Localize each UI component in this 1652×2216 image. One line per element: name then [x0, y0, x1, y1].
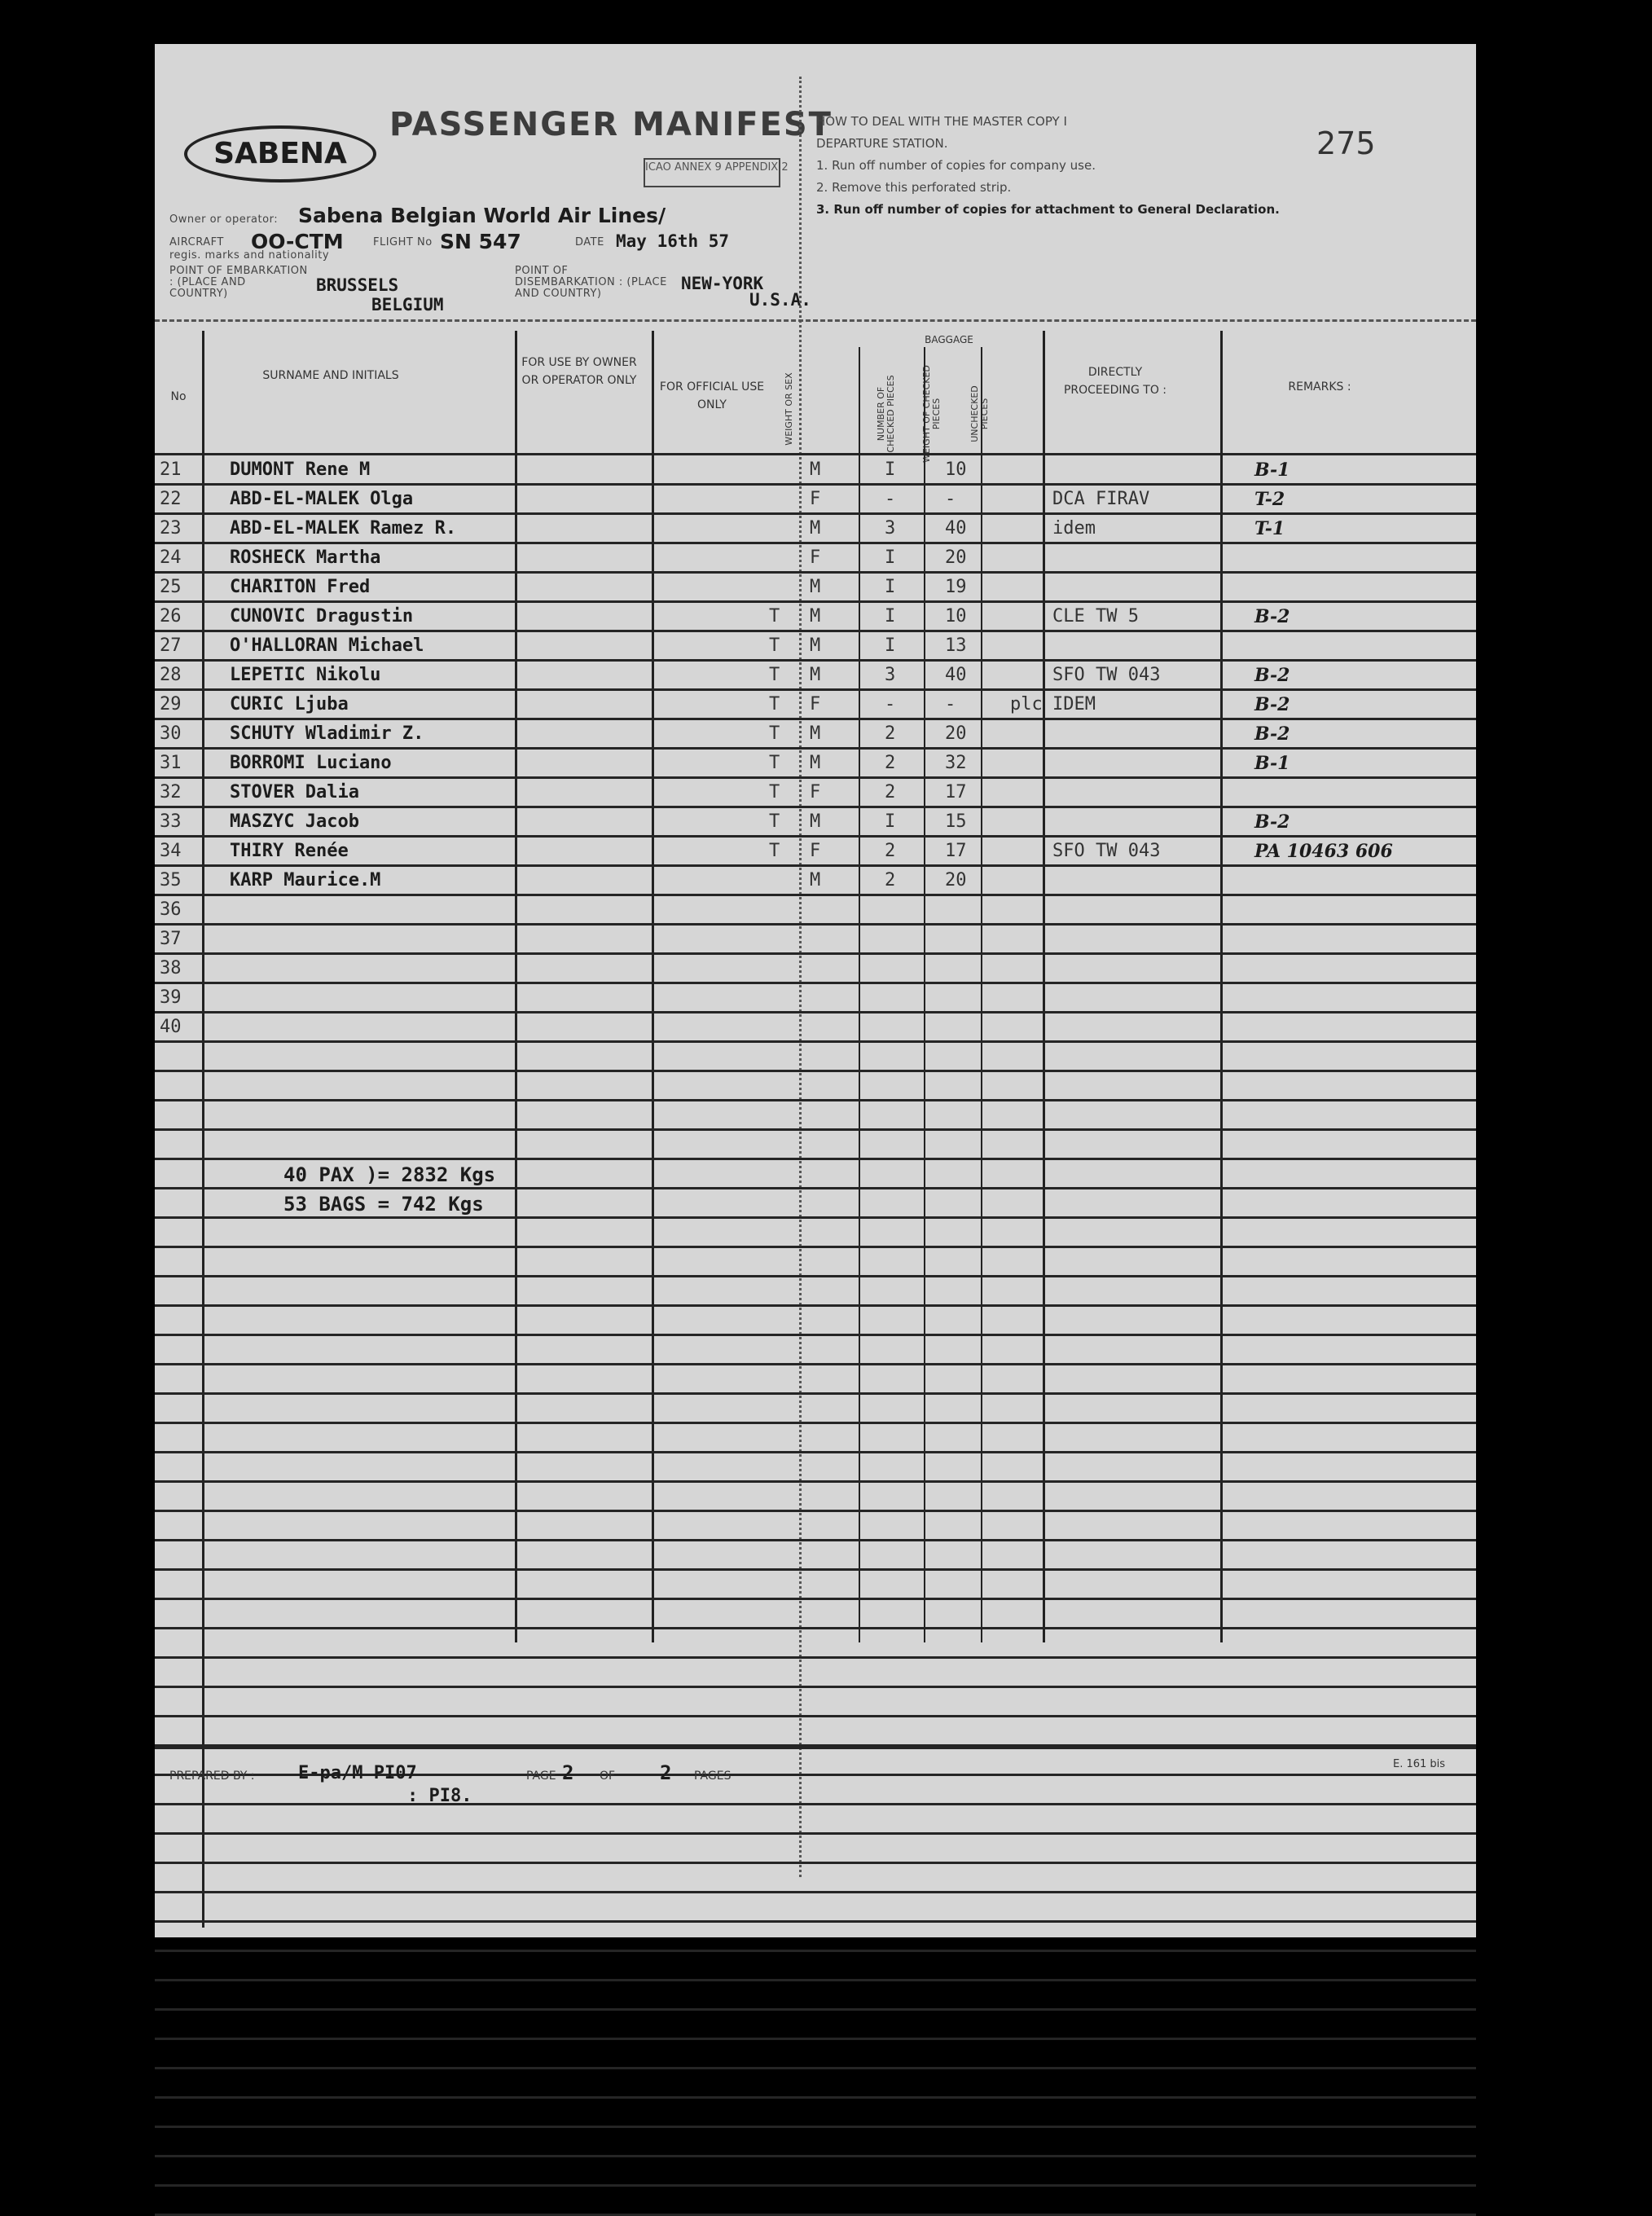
- cell-name: CURIC Ljuba: [230, 694, 349, 714]
- cell-no: 33: [160, 811, 182, 832]
- cell-wt: 10: [945, 606, 967, 627]
- embark-label: POINT OF EMBARKATION : (PLACE AND COUNTRY): [169, 265, 308, 300]
- cell-no: 32: [160, 782, 182, 802]
- instruction-line: 2. Remove this perforated strip.: [816, 180, 1012, 195]
- col-header-surname: SURNAME AND INITIALS: [262, 369, 399, 382]
- table-row: [155, 867, 1476, 896]
- table-row: [155, 486, 1476, 515]
- cell-no: 25: [160, 577, 182, 597]
- table-row: [155, 515, 1476, 544]
- cell-dest: IDEM: [1052, 694, 1096, 714]
- blank-row-rule: [155, 1216, 1476, 1219]
- cell-no: 22: [160, 489, 182, 509]
- row-rule: [155, 1040, 1476, 1043]
- blank-row-rule: [155, 2184, 1476, 2187]
- cell-pcs: I: [885, 459, 896, 480]
- cell-wt: 20: [945, 723, 967, 744]
- pages-label: PAGES: [694, 1770, 732, 1783]
- cell-name: O'HALLORAN Michael: [230, 635, 424, 656]
- blank-row-rule: [155, 1187, 1476, 1189]
- cell-sex: M: [810, 665, 821, 685]
- totals-passengers: 40 PAX )= 2832 Kgs: [283, 1163, 496, 1186]
- instructions-block: [816, 111, 1280, 221]
- cell-wt: 40: [945, 665, 967, 685]
- cell-no: 21: [160, 459, 182, 480]
- cell-name: DUMONT Rene M: [230, 459, 371, 480]
- cell-dest: DCA FIRAV: [1052, 489, 1150, 509]
- cell-name: CHARITON Fred: [230, 577, 371, 597]
- blank-row-rule: [155, 1568, 1476, 1571]
- cell-dest: idem: [1052, 518, 1096, 539]
- cell-rem: B-2: [1254, 811, 1290, 833]
- col-header-owner-use: FOR USE BY OWNER OR OPERATOR ONLY: [521, 356, 637, 387]
- blank-row-rule: [155, 1715, 1476, 1717]
- cell-wt: 17: [945, 782, 967, 802]
- cell-pcs: I: [885, 635, 896, 656]
- col-header-baggage: BAGGAGE: [925, 334, 973, 345]
- cell-wt: 17: [945, 841, 967, 861]
- cell-no: 26: [160, 606, 182, 627]
- table-row: [155, 691, 1476, 720]
- aircraft-label: AIRCRAFT: [169, 236, 224, 248]
- blank-row-rule: [155, 1891, 1476, 1893]
- cell-pcs: I: [885, 577, 896, 597]
- blank-row-rule: [155, 1422, 1476, 1424]
- cell-sex: M: [810, 635, 821, 656]
- totals-bags: 53 BAGS = 742 Kgs: [283, 1193, 484, 1216]
- embark-city: BRUSSELS: [316, 275, 399, 295]
- cell-name: ROSHECK Martha: [230, 547, 381, 568]
- cell-sex: M: [810, 870, 821, 890]
- cell-t: T: [769, 665, 780, 685]
- cell-no: 40: [160, 1017, 182, 1037]
- sabena-logo: SABENA: [184, 125, 376, 182]
- blank-row-rule: [155, 1128, 1476, 1131]
- cell-sex: M: [810, 753, 821, 773]
- header-bottom-rule: [155, 453, 1476, 455]
- cell-no: 23: [160, 518, 182, 539]
- blank-row-rule: [155, 1158, 1476, 1160]
- table-row: [155, 779, 1476, 808]
- blank-row-rule: [155, 2067, 1476, 2069]
- cell-name: LEPETIC Nikolu: [230, 665, 381, 685]
- blank-row-rule: [155, 1627, 1476, 1629]
- table-row: [155, 750, 1476, 779]
- cell-no: 28: [160, 665, 182, 685]
- document-title: PASSENGER MANIFEST: [389, 106, 833, 143]
- cell-sex: F: [810, 694, 821, 714]
- table-row: [155, 955, 1476, 984]
- prepared-by-value: E-pa/M PI07: [298, 1763, 417, 1783]
- blank-row-rule: [155, 1510, 1476, 1512]
- cell-t: T: [769, 694, 780, 714]
- cell-no: 38: [160, 958, 182, 978]
- blank-row-rule: [155, 1539, 1476, 1541]
- instruction-line: HOW TO DEAL WITH THE MASTER COPY I: [816, 114, 1067, 129]
- cell-no: 34: [160, 841, 182, 861]
- aircraft-sub-label: regis. marks and nationality: [169, 249, 330, 262]
- blank-row-rule: [155, 1979, 1476, 1981]
- blank-row-rule: [155, 2155, 1476, 2157]
- cell-pcs: I: [885, 606, 896, 627]
- blank-row-rule: [155, 1480, 1476, 1483]
- cell-pcs: -: [885, 489, 896, 509]
- cell-name: MASZYC Jacob: [230, 811, 359, 832]
- table-row: [155, 574, 1476, 603]
- cell-rem: B-2: [1254, 723, 1290, 745]
- cell-name: THIRY Renée: [230, 841, 349, 861]
- cell-pcs: 3: [885, 665, 896, 685]
- cell-rem: B-2: [1254, 694, 1290, 715]
- cell-sex: M: [810, 577, 821, 597]
- cell-pcs: -: [885, 694, 896, 714]
- col-header-weight: WEIGHT OR SEX: [784, 372, 794, 446]
- cell-wt: 20: [945, 870, 967, 890]
- cell-pcs: 2: [885, 841, 896, 861]
- table-row: [155, 544, 1476, 574]
- blank-row-rule: [155, 1862, 1476, 1864]
- cell-wt: 40: [945, 518, 967, 539]
- header-divider: [155, 319, 1476, 322]
- cell-rem: T-1: [1254, 518, 1285, 539]
- cell-sex: F: [810, 489, 821, 509]
- page-value: 2: [562, 1761, 574, 1784]
- cell-pcs: 3: [885, 518, 896, 539]
- table-row: [155, 456, 1476, 486]
- table-row: [155, 926, 1476, 955]
- blank-row-rule: [155, 1246, 1476, 1248]
- prepared-by-value-2: : PI8.: [407, 1786, 472, 1806]
- cell-sex: F: [810, 782, 821, 802]
- date-label: DATE: [575, 236, 604, 248]
- manifest-sheet: [155, 44, 1476, 1937]
- blank-row-rule: [155, 2126, 1476, 2128]
- cell-t: T: [769, 606, 780, 627]
- aircraft-value: OO-CTM: [251, 230, 344, 253]
- prepared-by-label: PREPARED BY :: [169, 1770, 255, 1783]
- table-row: [155, 662, 1476, 691]
- cell-wt: 13: [945, 635, 967, 656]
- cell-rem: B-2: [1254, 665, 1290, 686]
- embark-country: BELGIUM: [371, 295, 444, 314]
- cell-name: STOVER Dalia: [230, 782, 359, 802]
- cell-name: ABD-EL-MALEK Olga: [230, 489, 414, 509]
- cell-rem: B-1: [1254, 459, 1290, 481]
- col-header-proceeding: DIRECTLY PROCEEDING TO :: [1063, 366, 1167, 397]
- cell-t: T: [769, 811, 780, 832]
- cell-no: 30: [160, 723, 182, 744]
- cell-rem: PA 10463 606: [1254, 841, 1393, 862]
- cell-t: T: [769, 841, 780, 861]
- cell-pcs: 2: [885, 753, 896, 773]
- cell-name: ABD-EL-MALEK Ramez R.: [230, 518, 457, 539]
- table-row: [155, 838, 1476, 867]
- cell-no: 29: [160, 694, 182, 714]
- blank-row-rule: [155, 1832, 1476, 1835]
- cell-pcs: I: [885, 811, 896, 832]
- col-header-no: No: [170, 390, 187, 403]
- blank-row-rule: [155, 2008, 1476, 2011]
- cell-wt: -: [945, 489, 956, 509]
- cell-wt: -: [945, 694, 956, 714]
- cell-wt: 10: [945, 459, 967, 480]
- cell-wt: 15: [945, 811, 967, 832]
- blank-row-rule: [155, 1099, 1476, 1101]
- col-header-pieces: NUMBER OF CHECKED PIECES: [876, 375, 896, 453]
- cell-t: T: [769, 782, 780, 802]
- blank-row-rule: [155, 2038, 1476, 2040]
- owner-value: Sabena Belgian World Air Lines/: [298, 204, 666, 227]
- table-row: [155, 720, 1476, 750]
- cell-sex: F: [810, 547, 821, 568]
- blank-row-rule: [155, 1451, 1476, 1453]
- blank-row-rule: [155, 1392, 1476, 1395]
- cell-pcs: 2: [885, 782, 896, 802]
- cell-sex: F: [810, 841, 821, 861]
- cell-name: CUNOVIC Dragustin: [230, 606, 414, 627]
- cell-pcs: 2: [885, 870, 896, 890]
- col-header-bag-weight: WEIGHT OF CHECKED PIECES: [921, 365, 942, 463]
- owner-label: Owner or operator:: [169, 213, 279, 226]
- cell-name: BORROMI Luciano: [230, 753, 392, 773]
- cell-name: KARP Maurice.M: [230, 870, 381, 890]
- cell-sex: M: [810, 811, 821, 832]
- col-header-official-use: FOR OFFICIAL USE ONLY: [659, 380, 765, 411]
- cell-wt: 32: [945, 753, 967, 773]
- cell-t: T: [769, 753, 780, 773]
- cell-dest: CLE TW 5: [1052, 606, 1139, 627]
- cell-dest: SFO TW 043: [1052, 665, 1161, 685]
- cell-wt: 20: [945, 547, 967, 568]
- page-label: PAGE: [526, 1770, 556, 1783]
- blank-row-rule: [155, 1656, 1476, 1659]
- cell-no: 39: [160, 987, 182, 1008]
- cell-t: T: [769, 723, 780, 744]
- blank-row-rule: [155, 1950, 1476, 1952]
- cell-t: T: [769, 635, 780, 656]
- table-row: [155, 632, 1476, 662]
- cell-pcs: I: [885, 547, 896, 568]
- cell-sex: M: [810, 606, 821, 627]
- cell-no: 27: [160, 635, 182, 656]
- cell-rem: T-2: [1254, 489, 1285, 510]
- page-number: 275: [1316, 125, 1376, 161]
- of-label: OF: [600, 1770, 616, 1783]
- cell-unc: plc: [1010, 694, 1043, 714]
- blank-row-rule: [155, 1920, 1476, 1923]
- disembark-country: U.S.A.: [749, 290, 811, 310]
- table-row: [155, 896, 1476, 926]
- cell-name: SCHUTY Wladimir Z.: [230, 723, 424, 744]
- table-row: [155, 984, 1476, 1013]
- instruction-line: 3. Run off number of copies for attachment to General Declaration.: [816, 202, 1280, 217]
- cell-no: 37: [160, 929, 182, 949]
- cell-rem: B-1: [1254, 753, 1290, 774]
- instruction-line: 1. Run off number of copies for company use.: [816, 158, 1096, 173]
- cell-no: 31: [160, 753, 182, 773]
- cell-pcs: 2: [885, 723, 896, 744]
- icao-annex-box: ICAO ANNEX 9 APPENDIX 2: [644, 158, 780, 187]
- blank-row-rule: [155, 1598, 1476, 1600]
- table-row: [155, 603, 1476, 632]
- cell-dest: SFO TW 043: [1052, 841, 1161, 861]
- col-header-remarks: REMARKS :: [1288, 380, 1351, 394]
- cell-sex: M: [810, 518, 821, 539]
- date-value: May 16th 57: [616, 231, 730, 251]
- table-row: [155, 1013, 1476, 1043]
- disembark-label: POINT OF DISEMBARKATION : (PLACE AND COUNTRY): [515, 265, 667, 300]
- blank-row-rule: [155, 1304, 1476, 1307]
- cell-no: 36: [160, 899, 182, 920]
- blank-row-rule: [155, 1803, 1476, 1805]
- instruction-line: DEPARTURE STATION.: [816, 136, 948, 151]
- footer-rule: [155, 1747, 1476, 1749]
- blank-row-rule: [155, 1686, 1476, 1688]
- cell-sex: M: [810, 723, 821, 744]
- cell-no: 24: [160, 547, 182, 568]
- blank-row-rule: [155, 1363, 1476, 1365]
- blank-row-rule: [155, 1070, 1476, 1072]
- of-value: 2: [660, 1761, 672, 1784]
- blank-row-rule: [155, 2096, 1476, 2099]
- table-row: [155, 808, 1476, 838]
- cell-wt: 19: [945, 577, 967, 597]
- form-code: E. 161 bis: [1393, 1758, 1446, 1770]
- cell-rem: B-2: [1254, 606, 1290, 627]
- blank-row-rule: [155, 1275, 1476, 1277]
- blank-row-rule: [155, 1334, 1476, 1336]
- flight-value: SN 547: [440, 230, 521, 253]
- cell-sex: M: [810, 459, 821, 480]
- col-header-unchecked: UNCHECKED PIECES: [969, 385, 990, 442]
- flight-label: FLIGHT No: [373, 236, 433, 248]
- cell-no: 35: [160, 870, 182, 890]
- disembark-city: NEW-YORK: [681, 274, 764, 293]
